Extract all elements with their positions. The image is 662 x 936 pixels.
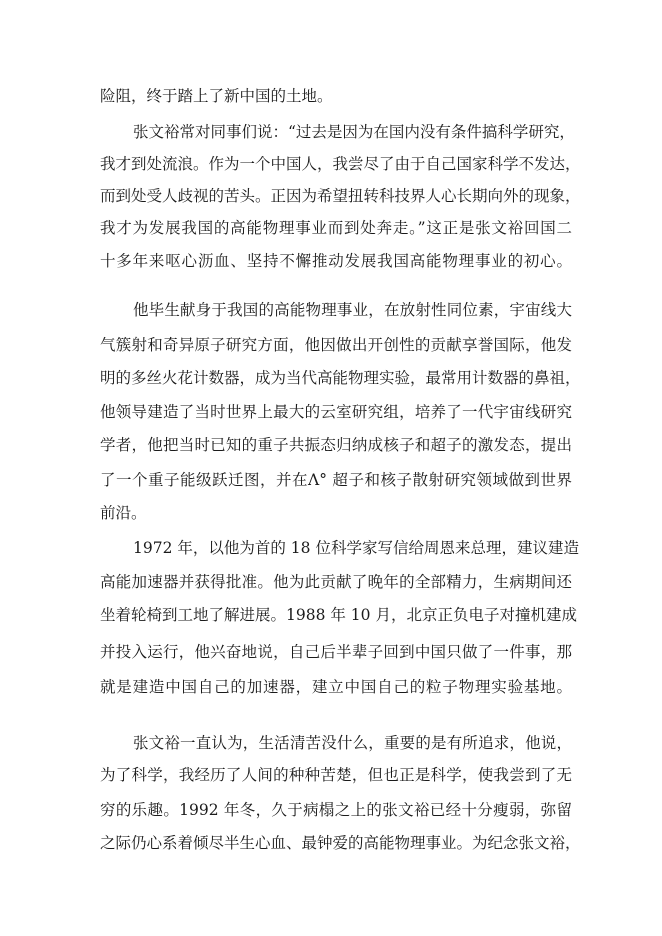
text-line: 十多年来呕心沥血、坚持不懈推动发展我国高能物理事业的初心。 [100, 252, 572, 270]
text-line: 了一个重子能级跃迁图，并在Λ° 超子和核子散射研究领域做到世界 [100, 471, 572, 489]
text-line: 我才为发展我国的高能物理事业而到处奔走。”这正是张文裕回国二 [100, 219, 572, 237]
text-line: 1972 年，以他为首的 18 位科学家写信给周恩来总理，建议建造 [133, 539, 579, 557]
text-line: 张文裕一直认为，生活清苦没什么，重要的是有所追求，他说， [133, 734, 572, 752]
text-line: 张文裕常对同事们说：“过去是因为在国内没有条件搞科学研究， [133, 123, 575, 141]
text-line: 我才到处流浪。作为一个中国人，我尝尽了由于自己国家科学不发达， [100, 155, 581, 173]
text-line: 而到处受人歧视的苦头。正因为希望扭转科技界人心长期向外的现象， [100, 187, 581, 205]
text-line: 并投入运行，他兴奋地说，自己后半辈子回到中国只做了一件事，那 [100, 643, 572, 661]
text-line: 他毕生献身于我国的高能物理事业，在放射性同位素，宇宙线大 [133, 301, 572, 319]
text-line: 坐着轮椅到工地了解进展。1988 年 10 月，北京正负电子对撞机建成 [100, 606, 577, 624]
text-line: 险阻，终于踏上了新中国的土地。 [100, 87, 333, 105]
text-line: 前沿。 [100, 504, 147, 522]
text-line: 明的多丝火花计数器，成为当代高能物理实验，最常用计数器的鼻祖， [100, 369, 581, 387]
text-line: 穷的乐趣。1992 年冬，久于病榻之上的张文裕已经十分瘦弱，弥留 [100, 801, 572, 819]
text-line: 之际仍心系着倾尽半生心血、最钟爱的高能物理事业。为纪念张文裕， [100, 834, 581, 852]
text-line: 他领导建造了当时世界上最大的云室研究组，培养了一代宇宙线研究 [100, 403, 572, 421]
text-line: 气簇射和奇异原子研究方面，他因做出开创性的贡献享誉国际，他发 [100, 336, 572, 354]
text-line: 学者，他把当时已知的重子共振态归纳成核子和超子的激发态，提出 [100, 436, 572, 454]
text-line: 就是建造中国自己的加速器，建立中国自己的粒子物理实验基地。 [100, 678, 572, 696]
text-line: 高能加速器并获得批准。他为此贡献了晚年的全部精力，生病期间还 [100, 573, 572, 591]
text-line: 为了科学，我经历了人间的种种苦楚，但也正是科学，使我尝到了无 [100, 766, 572, 784]
